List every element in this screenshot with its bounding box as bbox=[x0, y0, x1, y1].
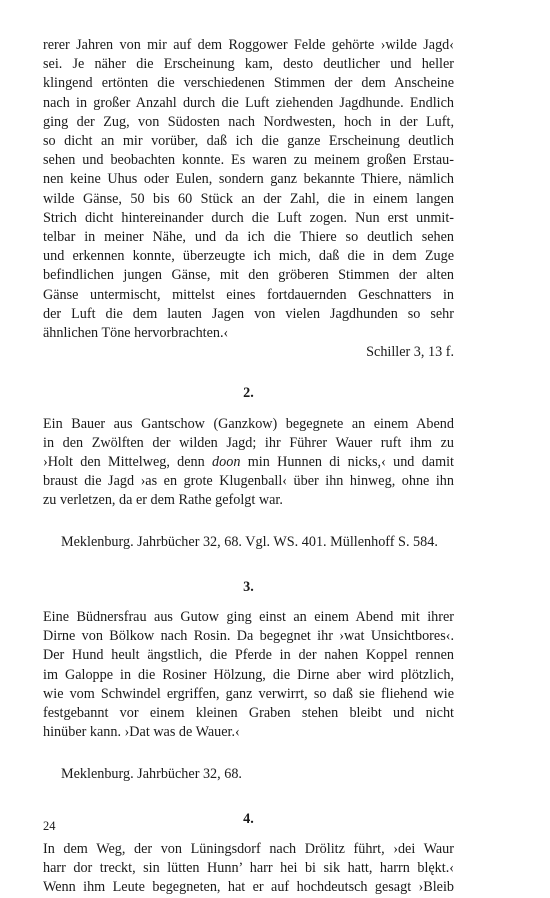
text-line: festgebannt vor einem kleinen Graben stehen bleibt und nicht bbox=[43, 705, 454, 722]
section-number: 2. bbox=[243, 385, 254, 402]
text-line: klingend ertönten die verschiedenen Stimmen der dem Anscheine bbox=[43, 75, 454, 92]
text-line: befindlichen jungen Gänse, mit den gröberen Stimmen der alten bbox=[43, 267, 454, 284]
text-line: telbar in meiner Nähe, und da ich die Thiere so deutlich sehen bbox=[43, 229, 454, 246]
text-line: hinüber kann. ›Dat was de Wauer.‹ bbox=[43, 724, 240, 741]
paragraph bbox=[43, 840, 454, 898]
section-number: 4. bbox=[243, 810, 254, 827]
text-line: sehen und beobachten konnte. Es waren zu meinem großen Erstau- bbox=[43, 152, 454, 169]
text-line: wilde Gänse, 50 bis 60 Stück an der Zahl, die in einem langen bbox=[43, 190, 454, 207]
citation: Schiller 3, 13 f. bbox=[366, 344, 454, 361]
text-line: In dem Weg, der von Lüningsdorf nach Drölitz führt, ›dei Waur bbox=[43, 840, 454, 857]
section-4 bbox=[43, 810, 454, 898]
text-line: im Galoppe in die Rosiner Hölzung, die Dirne aber wird plötzlich, bbox=[43, 666, 454, 683]
page-number: 24 bbox=[43, 819, 56, 833]
section-2 bbox=[43, 384, 454, 551]
section-3 bbox=[43, 578, 454, 784]
book-page bbox=[43, 36, 454, 896]
text-line: rerer Jahren von mir auf dem Roggower Felde gehörte ›wilde Jagd‹ bbox=[43, 37, 454, 53]
text-line: nen keine Uhus oder Eulen, sondern ganz bekannte Thiere, nämlich bbox=[43, 171, 454, 188]
text-segment: ›Holt den Mittelweg, denn bbox=[43, 454, 213, 471]
text-line: und erkennen konnte, überzeugte ich mich, daß die in dem Zuge bbox=[43, 248, 454, 265]
text-line: ging der Zug, von Südosten nach Nordwesten, hoch in der Luft, bbox=[43, 113, 454, 130]
text-segment: min Hunnen di nicks,‹ und damit bbox=[240, 454, 454, 471]
text-line: Der Hund heult ängstlich, die Pferde in der nahen Koppel rennen bbox=[43, 647, 454, 664]
text-line: in den Zwölften der wilden Jagd; ihr Führer Wauer ruft ihm zu bbox=[43, 434, 454, 451]
text-line: Dirne von Bölkow nach Rosin. Da begegnet ihr ›wat Unsichtbores‹. bbox=[43, 628, 454, 645]
text-line: Strich dicht hintereinander durch die Luft zogen. Nun erst unmit- bbox=[43, 209, 454, 226]
text-line: Ein Bauer aus Gantschow (Ganzkow) begegnete an einem Abend bbox=[43, 415, 454, 432]
paragraph bbox=[43, 36, 454, 343]
text-line: braust die Jagd ›as en grote Klugenball‹ über ihn hinweg, ohne ihn bbox=[43, 473, 454, 490]
text-line: zu verletzen, da er dem Rathe gefolgt war. bbox=[43, 492, 283, 509]
italic-word: doon bbox=[212, 454, 241, 471]
paragraph bbox=[43, 608, 454, 742]
text-line bbox=[43, 453, 454, 472]
text-line: nach in großer Anzahl durch die Luft ziehenden Jagdhunde. Endlich bbox=[43, 94, 454, 111]
section-1-continuation bbox=[43, 36, 454, 362]
text-line: so dicht an mir vorüber, daß ich die ganze Erscheinung deutlich bbox=[43, 133, 454, 150]
text-line: ähnlichen Töne hervorbrachten.‹ bbox=[43, 325, 229, 342]
source-reference: Meklenburg. Jahrbücher 32, 68. bbox=[61, 765, 242, 782]
section-number: 3. bbox=[243, 578, 254, 595]
text-line: Eine Büdnersfrau aus Gutow ging einst an einem Abend mit ihrer bbox=[43, 609, 454, 626]
text-line: Wenn ihm Leute begegneten, hat er auf hochdeutsch gesagt ›Bleib bbox=[43, 879, 454, 896]
text-line: der Luft die dem lauten Jagen von vielen Jagdhunden so sehr bbox=[43, 305, 454, 322]
paragraph bbox=[43, 415, 454, 511]
source-reference: Meklenburg. Jahrbücher 32, 68. Vgl. WS. 401. Müllenhoff S. 584. bbox=[61, 533, 438, 550]
text-line: wie vom Schwindel ergriffen, ganz verwirrt, so daß sie fliehend wie bbox=[43, 685, 454, 702]
text-line: sei. Je näher die Erscheinung kam, desto deutlicher und heller bbox=[43, 56, 454, 73]
text-line: harr dor treckt, sin lütten Hunn’ harr hei bi sik hatt, harrn blękt.‹ bbox=[43, 860, 454, 877]
text-line: Gänse untermischt, mittelst eines fortdauernden Geschnatters in bbox=[43, 286, 454, 303]
